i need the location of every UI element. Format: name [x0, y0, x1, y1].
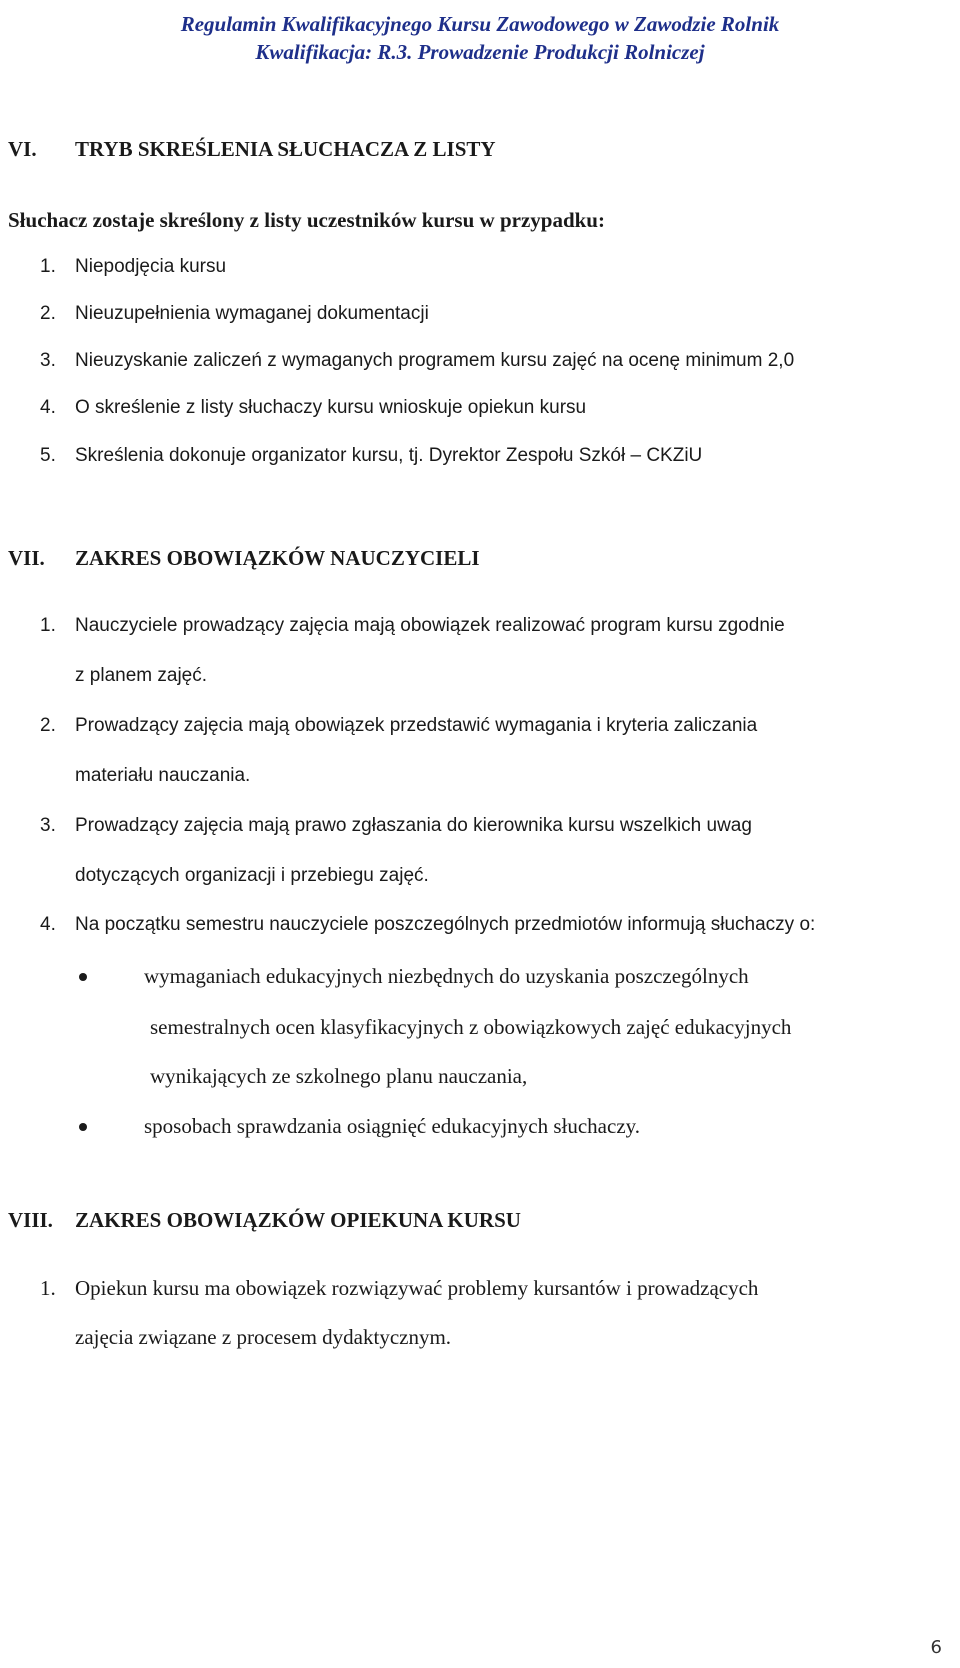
bullet-icon — [79, 973, 87, 981]
bullet-continuation: semestralnych ocen klasyfikacyjnych z obowiązkowych zajęć edukacyjnych — [150, 1015, 792, 1039]
list-item: 4. Na początku semestru nauczyciele poszczególnych przedmiotów informują słuchaczy o: — [40, 914, 816, 935]
section-number: VII. — [8, 546, 45, 570]
section-vi-intro: Słuchacz zostaje skreślony z listy uczestników kursu w przypadku: — [8, 208, 605, 232]
document-header — [0, 10, 960, 66]
section-title: ZAKRES OBOWIĄZKÓW OPIEKUNA KURSU — [75, 1208, 521, 1232]
list-item: 3. Nieuzyskanie zaliczeń z wymaganych programem kursu zajęć na ocenę minimum 2,0 — [40, 350, 795, 371]
list-item: 5. Skreślenia dokonuje organizator kursu, tj. Dyrektor Zespołu Szkół – CKZiU — [40, 445, 703, 466]
section-number: VIII. — [8, 1208, 53, 1232]
list-item: 1. Opiekun kursu ma obowiązek rozwiązywać problemy kursantów i prowadzących — [40, 1276, 759, 1300]
list-item-continuation: zajęcia związane z procesem dydaktycznym. — [75, 1325, 452, 1349]
section-title: TRYB SKREŚLENIA SŁUCHACZA Z LISTY — [75, 137, 496, 161]
page-number: 6 — [930, 1637, 942, 1658]
bullet-item: wymaganiach edukacyjnych niezbędnych do uzyskania poszczególnych — [114, 963, 719, 989]
header-line-2: Kwalifikacja: R.3. Prowadzenie Produkcji Rolniczej — [255, 40, 705, 64]
list-item-continuation: dotyczących organizacji i przebiegu zajęć. — [75, 865, 429, 886]
bullet-continuation: wynikających ze szkolnego planu nauczania, — [150, 1064, 528, 1088]
bullet-item: sposobach sprawdzania osiągnięć edukacyjnych słuchaczy. — [114, 1113, 610, 1139]
header-line-1: Regulamin Kwalifikacyjnego Kursu Zawodowego w Zawodzie Rolnik — [180, 12, 780, 36]
list-item: 3. Prowadzący zajęcia mają prawo zgłaszania do kierownika kursu wszelkich uwag — [40, 815, 752, 836]
list-item: 1. Nauczyciele prowadzący zajęcia mają obowiązek realizować program kursu zgodnie — [40, 615, 785, 636]
list-item: 2. Prowadzący zajęcia mają obowiązek przedstawić wymagania i kryteria zaliczania — [40, 715, 758, 736]
bullet-icon — [79, 1123, 87, 1131]
list-item-continuation: z planem zajęć. — [75, 665, 208, 686]
list-item: 2. Nieuzupełnienia wymaganej dokumentacji — [40, 303, 429, 324]
list-item-continuation: materiału nauczania. — [75, 765, 251, 786]
section-title: ZAKRES OBOWIĄZKÓW NAUCZYCIELI — [75, 546, 480, 570]
section-number: VI. — [8, 137, 37, 161]
list-item: 1. Niepodjęcia kursu — [40, 256, 227, 277]
section-viii-heading — [8, 1207, 521, 1233]
section-vii-heading — [8, 545, 480, 571]
section-vi-heading — [8, 136, 496, 162]
list-item: 4. O skreślenie z listy słuchaczy kursu wnioskuje opiekun kursu — [40, 397, 587, 418]
